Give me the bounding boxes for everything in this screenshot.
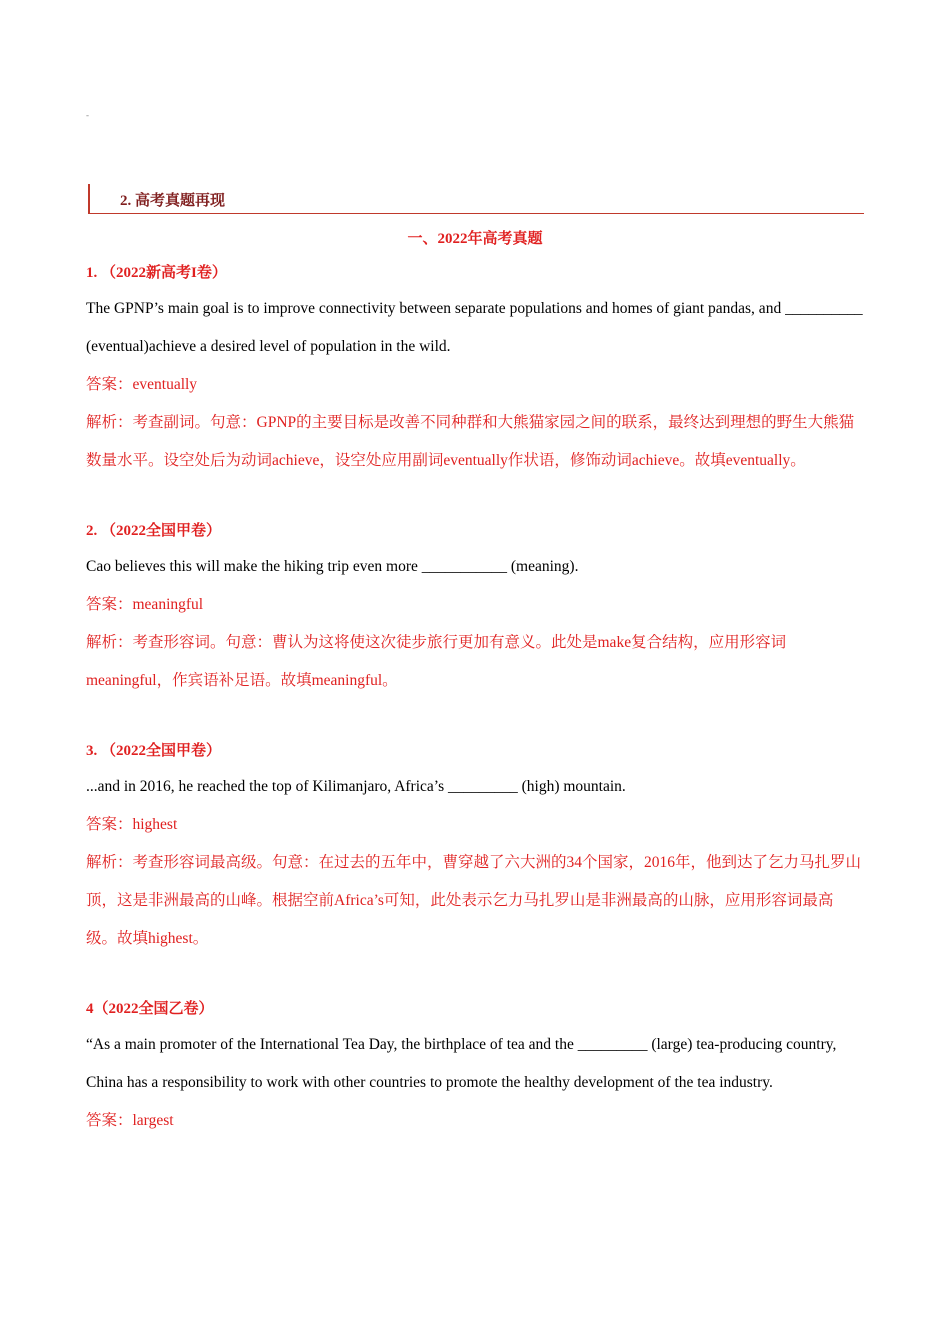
question-number: 1. （2022新高考I卷） (86, 265, 227, 281)
question-number: 3. （2022全国甲卷） (86, 743, 222, 759)
content-body (86, 222, 864, 1140)
question-number: 4（2022全国乙卷） (86, 1001, 214, 1017)
question-stem: The GPNP’s main goal is to improve connectivity between separate populations and homes of giant pandas, and __________ (eventual)achieve a desired level of population in the wild. (86, 300, 863, 355)
subtitle: 一、2022年高考真题 (407, 231, 543, 247)
section-title: 2. 高考真题再现 (120, 193, 226, 209)
spacer (86, 480, 864, 514)
question-3 (86, 734, 864, 958)
question-stem: “As a main promoter of the International Tea Day, the birthplace of tea and the _________ (large) tea-producing country, China has a responsibility to work with other countries to promote the healthy development of the tea industry. (86, 1036, 837, 1091)
question-2 (86, 514, 864, 700)
analysis-text: 解析：考查形容词。句意：曹认为这将使这次徒步旅行更加有意义。此处是make复合结构，应用形容词meaningful，作宾语补足语。故填meaningful。 (86, 634, 787, 689)
analysis-text: 解析：考查形容词最高级。句意：在过去的五年中，曹穿越了六大洲的34个国家，2016年，他到达了乞力马扎罗山顶，这是非洲最高的山峰。根据空前Africa’s可知，此处表示乞力马扎罗山是非洲最高的山脉，应用形容词最高级。故填highest。 (86, 854, 862, 947)
answer-text: 答案：meaningful (86, 596, 204, 613)
spacer (86, 700, 864, 734)
answer-text: 答案：highest (86, 816, 178, 833)
analysis-text: 解析：考查副词。句意：GPNP的主要目标是改善不同种群和大熊猫家园之间的联系，最终达到理想的野生大熊猫数量水平。设空处后为动词achieve，设空处应用副词eventually作状语，修饰动词achieve。故填eventually。 (86, 414, 855, 469)
header-mark: - (86, 110, 89, 120)
answer-text: 答案：largest (86, 1112, 174, 1129)
section-header (88, 184, 864, 214)
section-underline (88, 213, 864, 214)
question-stem: Cao believes this will make the hiking trip even more ___________ (meaning). (86, 558, 579, 575)
question-number: 2. （2022全国甲卷） (86, 523, 222, 539)
spacer (86, 958, 864, 992)
question-4 (86, 992, 864, 1140)
section-accent-bar (88, 184, 90, 214)
question-1 (86, 256, 864, 480)
answer-text: 答案：eventually (86, 376, 198, 393)
question-stem: ...and in 2016, he reached the top of Kilimanjaro, Africa’s _________ (high) mountain. (86, 778, 626, 795)
